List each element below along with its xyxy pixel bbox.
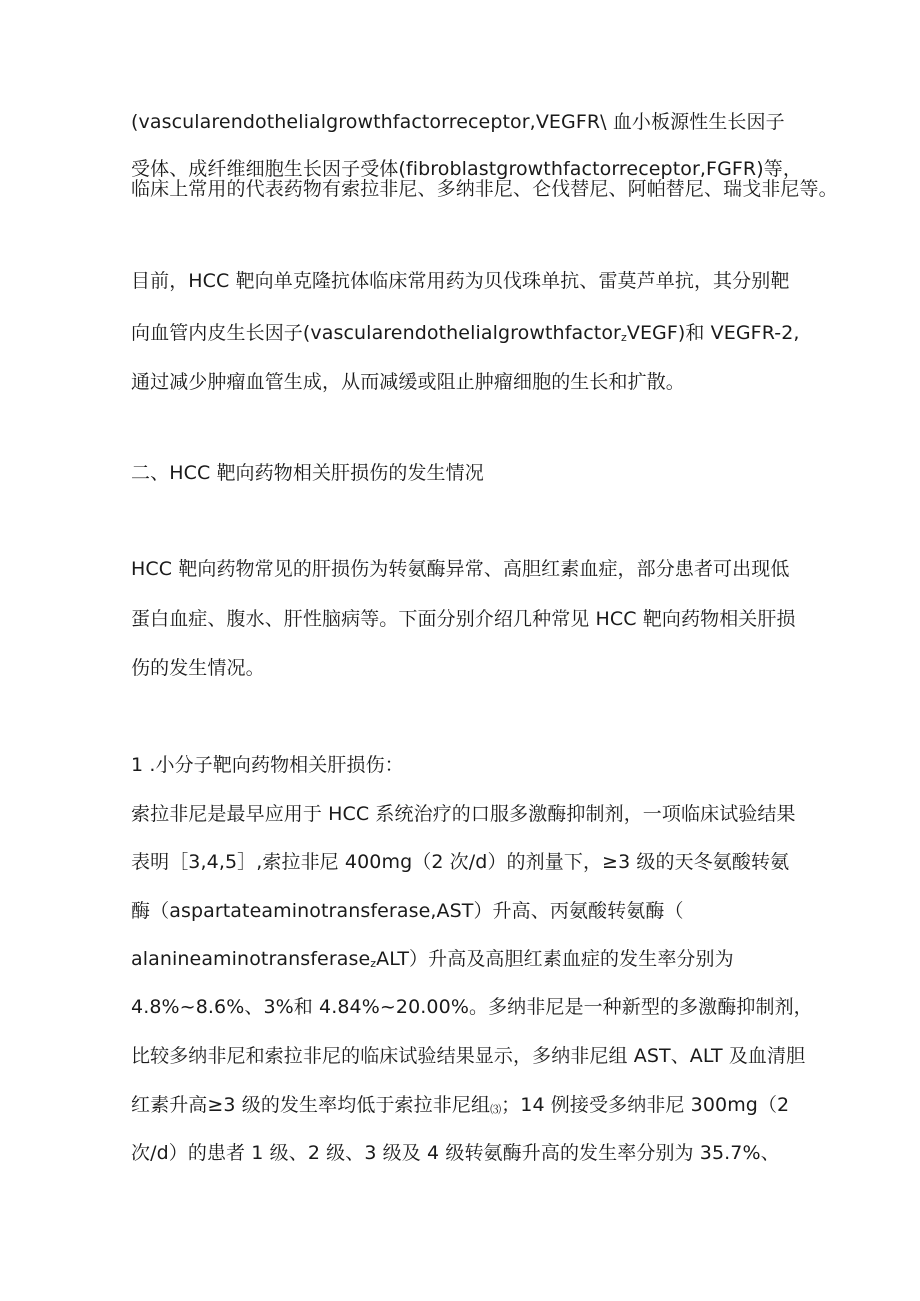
paragraph-line-with-subscript (131, 946, 734, 977)
paragraph-line-with-citation (131, 1092, 789, 1123)
paragraph-line: 表明［3,4,5］,索拉非尼 400mg（2 次/d）的剂量下，≥3 级的天冬氨酸转氨 (131, 851, 790, 873)
paragraph-line: 伤的发生情况。 (131, 657, 265, 679)
paragraph-line: 受体、成纤维细胞生长因子受体(fibroblastgrowthfactorreceptor,FGFR)等， (131, 158, 802, 180)
citation-mark: ⑶ (490, 1103, 502, 1116)
text-fragment: 向血管内皮生长因子(vascularendothelialgrowthfactor (131, 322, 621, 344)
subscript-mark: z (370, 957, 377, 970)
paragraph-line: 4.8%~8.6%、3%和 4.84%~20.00%。多纳非尼是一种新型的多激酶抑制剂， (131, 996, 813, 1018)
subscript-mark: z (620, 331, 627, 344)
text-fragment: ALT）升高及高胆红素血症的发生率分别为 (376, 948, 734, 970)
paragraph-line: 酶（aspartateaminotransferase,AST）升高、丙氨酸转氨酶（ (131, 900, 684, 922)
text-fragment: ；14 例接受多纳非尼 300mg（2 (501, 1094, 790, 1116)
paragraph-line: 通过减少肿瘤血管生成，从而减缓或阻止肿瘤细胞的生长和扩散。 (131, 371, 685, 393)
text-fragment: alanineaminotransferase (131, 948, 371, 970)
subsection-heading: 1 .小分子靶向药物相关肝损伤： (131, 754, 404, 776)
paragraph-line: 次/d）的患者 1 级、2 级、3 级及 4 级转氨酶升高的发生率分别为 35.7%、 (131, 1142, 780, 1164)
text-fragment: VEGF)和 VEGFR-2, (626, 322, 800, 344)
text-fragment: 红素升高≥3 级的发生率均低于索拉非尼组 (131, 1094, 491, 1116)
section-heading: 二、HCC 靶向药物相关肝损伤的发生情况 (131, 462, 484, 484)
paragraph-line: 比较多纳非尼和索拉非尼的临床试验结果显示，多纳非尼组 AST、ALT 及血清胆 (131, 1045, 806, 1067)
paragraph-line-with-subscript (131, 320, 800, 351)
paragraph-line: 蛋白血症、腹水、肝性脑病等。下面分别介绍几种常见 HCC 靶向药物相关肝损 (131, 608, 796, 630)
paragraph-line: 索拉非尼是最早应用于 HCC 系统治疗的口服多激酶抑制剂，一项临床试验结果 (131, 803, 796, 825)
paragraph-line: 目前，HCC 靶向单克隆抗体临床常用药为贝伐珠单抗、雷莫芦单抗，其分别靶 (131, 270, 790, 292)
paragraph-line: HCC 靶向药物常见的肝损伤为转氨酶异常、高胆红素血症，部分患者可出现低 (131, 558, 790, 580)
paragraph-line: (vascularendothelialgrowthfactorreceptor,VEGFR\ 血小板源性生长因子 (131, 111, 785, 133)
paragraph-line: 临床上常用的代表药物有索拉非尼、多纳非尼、仑伐替尼、阿帕替尼、瑞戈非尼等。 (131, 178, 838, 200)
